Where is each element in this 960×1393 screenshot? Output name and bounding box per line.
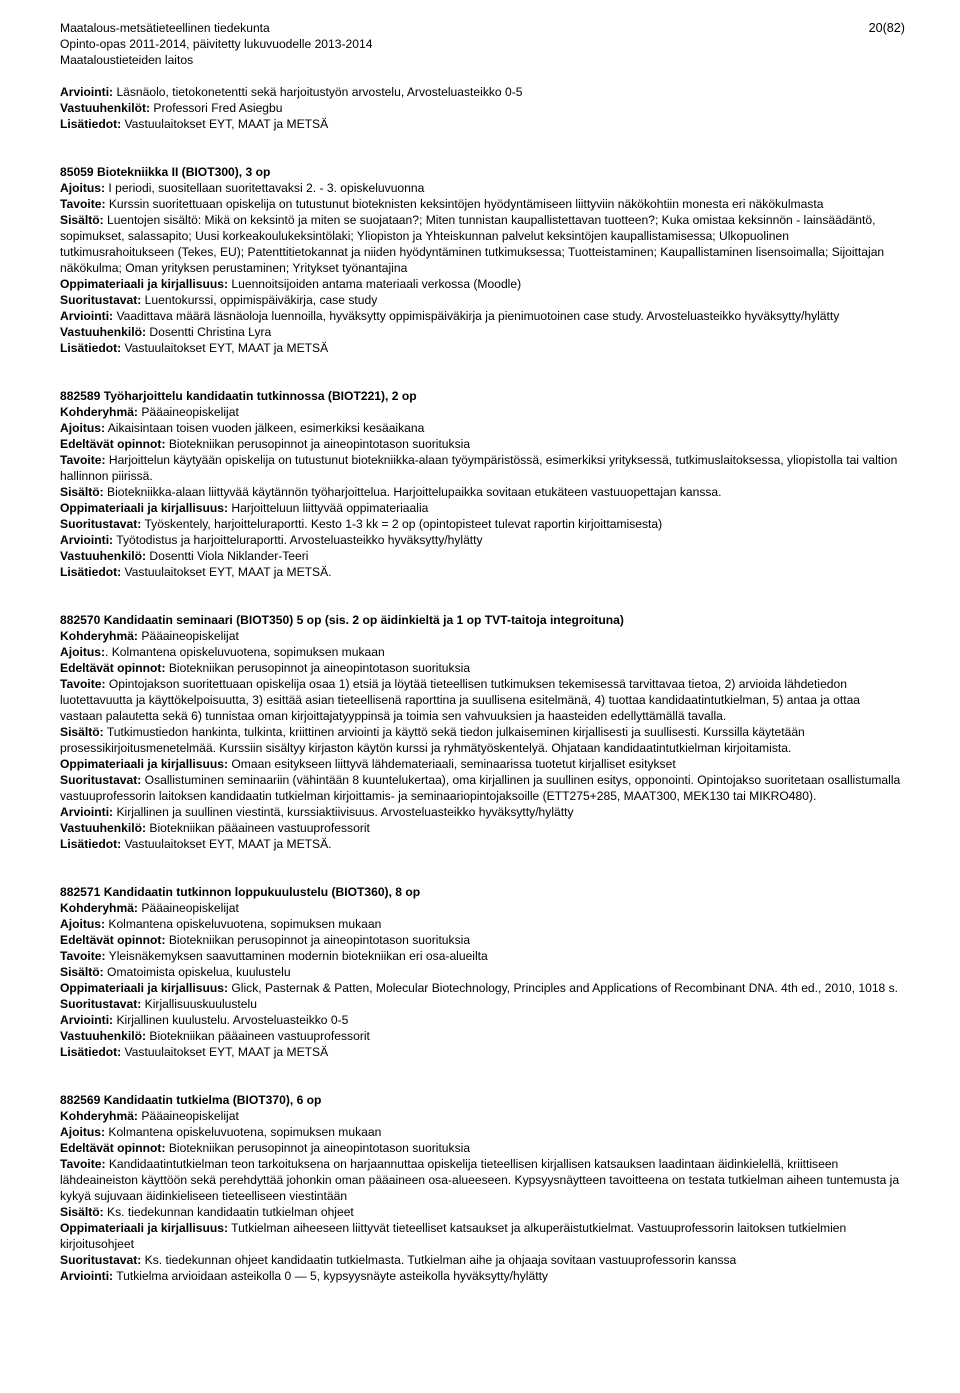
- field-label: Tavoite:: [60, 949, 106, 963]
- field-label: Kohderyhmä:: [60, 1109, 138, 1123]
- field-line: [60, 548, 905, 564]
- field-line: [60, 1220, 905, 1252]
- header-study-guide: Opinto-opas 2011-2014, päivitetty lukuvuodelle 2013-2014: [60, 37, 373, 51]
- field-text: Työskentely, harjoitteluraportti. Kesto 1-3 kk = 2 op (opintopisteet tulevat raportin kirjoittamisesta): [141, 517, 663, 531]
- field-text: Dosentti Viola Niklander-Teeri: [146, 549, 309, 563]
- course-title: 882571 Kandidaatin tutkinnon loppukuulustelu (BIOT360), 8 op: [60, 885, 421, 899]
- field-text: Dosentti Christina Lyra: [146, 325, 272, 339]
- field-text: Pääaineopiskelijat: [137, 901, 239, 915]
- field-text: Glick, Pasternak & Patten, Molecular Biotechnology, Principles and Applications of Recombinant DNA. 4th ed., 2010, 1018 s.: [228, 981, 899, 995]
- field-text: Vastuulaitokset EYT, MAAT ja METSÄ.: [121, 837, 332, 851]
- field-text: Luennoitsijoiden antama materiaali verkossa (Moodle): [228, 277, 522, 291]
- course-section: [60, 1092, 905, 1284]
- field-line: [60, 804, 905, 820]
- field-label: Vastuuhenkilö:: [60, 821, 147, 835]
- field-label: Vastuuhenkilöt:: [60, 101, 151, 115]
- field-text: Omatoimista opiskelua, kuulustelu: [103, 965, 291, 979]
- field-text: Ks. tiedekunnan kandidaatin tutkielman ohjeet: [103, 1205, 354, 1219]
- field-line: [60, 916, 905, 932]
- field-text: Professori Fred Asiegbu: [150, 101, 283, 115]
- course-title: 882570 Kandidaatin seminaari (BIOT350) 5 op (sis. 2 op äidinkieltä ja 1 op TVT-taitoja integroituna): [60, 613, 624, 627]
- field-text: Tutkimustiedon hankinta, tulkinta, kriittinen arviointi ja käyttö sekä tiedon julkaiseminen kirjallisesti ja suullisesti. Kurssilla käytetään prosessikirjoitusmenetelmää. Kurssiin sisältyy kirjaston käytön kurssi ja ryhmätyöskentelyä. Ohjataan kandidaatintutkielman kirjoitamista.: [60, 725, 805, 755]
- field-text: I periodi, suositellaan suoritettavaksi 2. - 3. opiskeluvuonna: [105, 181, 425, 195]
- field-line: [60, 180, 905, 196]
- field-line: [60, 84, 905, 100]
- field-text: Opintojakson suoritettuaan opiskelija osaa 1) etsiä ja löytää tieteellisen tutkimuksen tekemisessä tarvittavaa tietoa, 2) arvioida lähdetiedon luotettavuutta ja käyttökelpoisuutta, 3) esittää asian tieteellisenä raporttina ja suullisena esitelmänä, 4) tuottaa kandidaatintutkielman, 5) antaa ja ottaa vastaan palautetta sekä 6) tunnistaa oman kirjoittajatyyppinsä ja toimia sen vahvuuksien ja haasteiden edellyttämällä tavalla.: [60, 677, 861, 723]
- field-text: Ks. tiedekunnan ohjeet kandidaatin tutkielmasta. Tutkielman aihe ja ohjaaja sovitaan vastuuprofessorin kanssa: [141, 1253, 737, 1267]
- field-text: Pääaineopiskelijat: [137, 405, 239, 419]
- field-label: Lisätiedot:: [60, 1045, 122, 1059]
- field-label: Lisätiedot:: [60, 341, 122, 355]
- field-line: [60, 420, 905, 436]
- field-line: [60, 116, 905, 132]
- course-title: 882589 Työharjoittelu kandidaatin tutkinnossa (BIOT221), 2 op: [60, 389, 417, 403]
- field-text: Biotekniikan perusopinnot ja aineopintotason suorituksia: [165, 437, 471, 451]
- field-text: Kandidaatintutkielman teon tarkoituksena on harjaannuttaa opiskelija tieteellisen kirjallisen katsauksen laadintaan äidinkielellä, kriittiseen lähdeaineiston käyttöön sekä perehdyttää johonkin oman pääaineen osa-alueeseen. Kypsyysnäytteen tavoitteena on testata tutkielman aiheen tuntemusta ja kykyä sujuvaan äidinkieliseen tieteelliseen viestintään: [60, 1157, 900, 1203]
- field-label: Tavoite:: [60, 677, 106, 691]
- field-label: Ajoitus:: [60, 645, 106, 659]
- field-line: [60, 1252, 905, 1268]
- field-line: [60, 660, 905, 676]
- field-text: Kolmantena opiskeluvuotena, sopimuksen mukaan: [105, 1125, 382, 1139]
- field-line: [60, 964, 905, 980]
- field-text: Aikaisintaan toisen vuoden jälkeen, esimerkiksi kesäaikana: [105, 421, 425, 435]
- field-line: [60, 500, 905, 516]
- course-title: 882569 Kandidaatin tutkielma (BIOT370), 6 op: [60, 1093, 322, 1107]
- field-label: Sisältö:: [60, 485, 104, 499]
- page-number: 20(82): [868, 21, 905, 35]
- field-line: [60, 100, 905, 116]
- field-line: [60, 1028, 905, 1044]
- field-label: Sisältö:: [60, 965, 104, 979]
- field-line: [60, 340, 905, 356]
- field-line: [60, 1012, 905, 1028]
- field-text: Vastuulaitokset EYT, MAAT ja METSÄ: [121, 1045, 329, 1059]
- field-label: Oppimateriaali ja kirjallisuus:: [60, 501, 229, 515]
- field-label: Lisätiedot:: [60, 565, 122, 579]
- field-label: Kohderyhmä:: [60, 901, 138, 915]
- top-section: [60, 84, 905, 132]
- field-label: Kohderyhmä:: [60, 629, 138, 643]
- field-line: [60, 980, 905, 996]
- field-label: Arviointi:: [60, 309, 114, 323]
- field-label: Ajoitus:: [60, 181, 106, 195]
- field-text: . Kolmantena opiskeluvuotena, sopimuksen mukaan: [105, 645, 385, 659]
- field-text: Tutkielma arvioidaan asteikolla 0 — 5, kypsyysnäyte asteikolla hyväksytty/hylätty: [113, 1269, 548, 1283]
- field-text: Biotekniikan perusopinnot ja aineopintotason suorituksia: [165, 933, 471, 947]
- field-text: Osallistuminen seminaariin (vähintään 8 kuuntelukertaa), oma kirjallinen ja suullinen esitys, opponointi. Opintojakso suoritetaan osallistumalla vastuuprofessorin laitoksen kandidaatin tutkielman kirjoittamis- ja seminaariopintojaksoille (ETT275+285, MAAT300, MEK130 tai MIKRO480).: [60, 773, 901, 803]
- field-text: Pääaineopiskelijat: [137, 629, 239, 643]
- field-text: Yleisnäkemyksen saavuttaminen modernin biotekniikan eri osa-alueilta: [105, 949, 488, 963]
- field-line: [60, 948, 905, 964]
- field-line: [60, 292, 905, 308]
- field-text: Pääaineopiskelijat: [137, 1109, 239, 1123]
- field-label: Arviointi:: [60, 533, 114, 547]
- field-label: Arviointi:: [60, 1013, 114, 1027]
- field-line: [60, 276, 905, 292]
- field-text: Kirjallinen ja suullinen viestintä, kurssiaktiivisuus. Arvosteluasteikko hyväksytty/hylätty: [113, 805, 574, 819]
- field-label: Vastuuhenkilö:: [60, 325, 147, 339]
- field-text: Kurssin suoritettuaan opiskelija on tutustunut bioteknisten keksintöjen hyödyntämiseen liittyviin näkökohtiin monesta eri näkökulmasta: [105, 197, 824, 211]
- field-line: [60, 308, 905, 324]
- course-section: [60, 164, 905, 356]
- field-line: [60, 1124, 905, 1140]
- course-section: [60, 612, 905, 852]
- field-label: Edeltävät opinnot:: [60, 437, 166, 451]
- course-section: [60, 388, 905, 580]
- field-label: Sisältö:: [60, 725, 104, 739]
- field-text: Biotekniikan perusopinnot ja aineopintotason suorituksia: [165, 661, 471, 675]
- field-label: Edeltävät opinnot:: [60, 661, 166, 675]
- field-label: Oppimateriaali ja kirjallisuus:: [60, 981, 229, 995]
- field-label: Lisätiedot:: [60, 117, 122, 131]
- field-line: [60, 1140, 905, 1156]
- field-label: Suoritustavat:: [60, 773, 142, 787]
- field-label: Oppimateriaali ja kirjallisuus:: [60, 757, 229, 771]
- field-line: [60, 628, 905, 644]
- field-text: Työtodistus ja harjoitteluraportti. Arvosteluasteikko hyväksytty/hylätty: [113, 533, 483, 547]
- field-text: Kirjallinen kuulustelu. Arvosteluasteikko 0-5: [113, 1013, 349, 1027]
- field-label: Ajoitus:: [60, 917, 106, 931]
- field-line: [60, 532, 905, 548]
- document-page: [60, 20, 905, 1284]
- field-line: [60, 772, 905, 804]
- field-text: Biotekniikan pääaineen vastuuprofessorit: [146, 821, 370, 835]
- field-label: Ajoitus:: [60, 1125, 106, 1139]
- field-line: [60, 1204, 905, 1220]
- field-line: [60, 676, 905, 724]
- field-text: Harjoitteluun liittyvää oppimateriaalia: [228, 501, 429, 515]
- field-label: Suoritustavat:: [60, 293, 142, 307]
- field-text: Läsnäolo, tietokonetentti sekä harjoitustyön arvostelu, Arvosteluasteikko 0-5: [113, 85, 523, 99]
- field-text: Vastuulaitokset EYT, MAAT ja METSÄ.: [121, 565, 332, 579]
- field-label: Suoritustavat:: [60, 1253, 142, 1267]
- field-text: Vastuulaitokset EYT, MAAT ja METSÄ: [121, 117, 329, 131]
- field-label: Oppimateriaali ja kirjallisuus:: [60, 277, 229, 291]
- field-text: Luentokurssi, oppimispäiväkirja, case study: [141, 293, 378, 307]
- field-label: Vastuuhenkilö:: [60, 1029, 147, 1043]
- field-label: Tavoite:: [60, 1157, 106, 1171]
- field-line: [60, 452, 905, 484]
- field-line: [60, 404, 905, 420]
- field-line: [60, 564, 905, 580]
- field-line: [60, 900, 905, 916]
- field-text: Vaadittava määrä läsnäoloja luennoilla, hyväksytty oppimispäiväkirja ja pienimuotoinen case study. Arvosteluasteikko hyväksytty/hylätty: [113, 309, 840, 323]
- field-line: [60, 1044, 905, 1060]
- field-line: [60, 644, 905, 660]
- field-label: Arviointi:: [60, 1269, 114, 1283]
- field-line: [60, 996, 905, 1012]
- field-line: [60, 724, 905, 756]
- field-text: Biotekniikan pääaineen vastuuprofessorit: [146, 1029, 370, 1043]
- course-section: [60, 884, 905, 1060]
- field-text: Luentojen sisältö: Mikä on keksintö ja miten se suojataan?; Miten tunnistan kaupallistettavan tuotteen?; Kuka omistaa keksinnön - lainsäädäntö, sopimukset, salassapito; Uusi korkeakoulukeksintölaki; Yliopiston ja Yhteiskunnan palvelut keksintöjen kaupallistamisessa; Ulkopuolinen tutkimusrahoitukseen (Tekes, EU); Patenttitietokannat ja niiden hyödyntäminen tutkimuksessa; Tuotteistaminen; Kaupallistaminen lisensoimalla; Sijoittajan näkökulma; Oman yrityksen perustaminen; Yritykset työnantajina: [60, 213, 885, 275]
- field-line: [60, 932, 905, 948]
- field-label: Sisältö:: [60, 1205, 104, 1219]
- field-text: Biotekniikan perusopinnot ja aineopintotason suorituksia: [165, 1141, 471, 1155]
- field-label: Suoritustavat:: [60, 997, 142, 1011]
- field-text: Omaan esitykseen liittyvä lähdemateriaali, seminaarissa tuotetut kirjalliset esitykset: [228, 757, 676, 771]
- field-line: [60, 516, 905, 532]
- header-faculty: Maatalous-metsätieteellinen tiedekunta: [60, 21, 270, 35]
- field-label: Arviointi:: [60, 805, 114, 819]
- field-label: Sisältö:: [60, 213, 104, 227]
- field-label: Vastuuhenkilö:: [60, 549, 147, 563]
- field-label: Suoritustavat:: [60, 517, 142, 531]
- field-line: [60, 1156, 905, 1204]
- field-label: Arviointi:: [60, 85, 114, 99]
- field-line: [60, 212, 905, 276]
- field-text: Tutkielman aiheeseen liittyvät tieteelliset katsaukset ja alkuperäistutkielmat. Vastuuprofessorin laitoksen tutkielmien kirjoitusohjeet: [60, 1221, 847, 1251]
- field-text: Kolmantena opiskeluvuotena, sopimuksen mukaan: [105, 917, 382, 931]
- course-title: 85059 Biotekniikka II (BIOT300), 3 op: [60, 165, 271, 179]
- field-text: Vastuulaitokset EYT, MAAT ja METSÄ: [121, 341, 329, 355]
- field-line: [60, 836, 905, 852]
- field-label: Kohderyhmä:: [60, 405, 138, 419]
- field-label: Tavoite:: [60, 453, 106, 467]
- field-line: [60, 1268, 905, 1284]
- header-department: Maataloustieteiden laitos: [60, 53, 194, 67]
- field-line: [60, 436, 905, 452]
- field-label: Edeltävät opinnot:: [60, 933, 166, 947]
- field-label: Lisätiedot:: [60, 837, 122, 851]
- field-label: Oppimateriaali ja kirjallisuus:: [60, 1221, 229, 1235]
- field-line: [60, 324, 905, 340]
- field-line: [60, 820, 905, 836]
- field-text: Harjoittelun käytyään opiskelija on tutustunut biotekniikka-alaan työympäristössä, esimerkiksi yrityksessä, tutkimuslaitoksessa, yliopistolla tai valtion hallinnon piirissä.: [60, 453, 898, 483]
- field-text: Biotekniikka-alaan liittyvää käytännön työharjoittelua. Harjoittelupaikka sovitaan etukäteen vastuuopettajan kanssa.: [103, 485, 722, 499]
- field-line: [60, 196, 905, 212]
- field-line: [60, 1108, 905, 1124]
- field-text: Kirjallisuuskuulustelu: [141, 997, 257, 1011]
- field-line: [60, 484, 905, 500]
- field-label: Edeltävät opinnot:: [60, 1141, 166, 1155]
- field-line: [60, 756, 905, 772]
- field-label: Tavoite:: [60, 197, 106, 211]
- field-label: Ajoitus:: [60, 421, 106, 435]
